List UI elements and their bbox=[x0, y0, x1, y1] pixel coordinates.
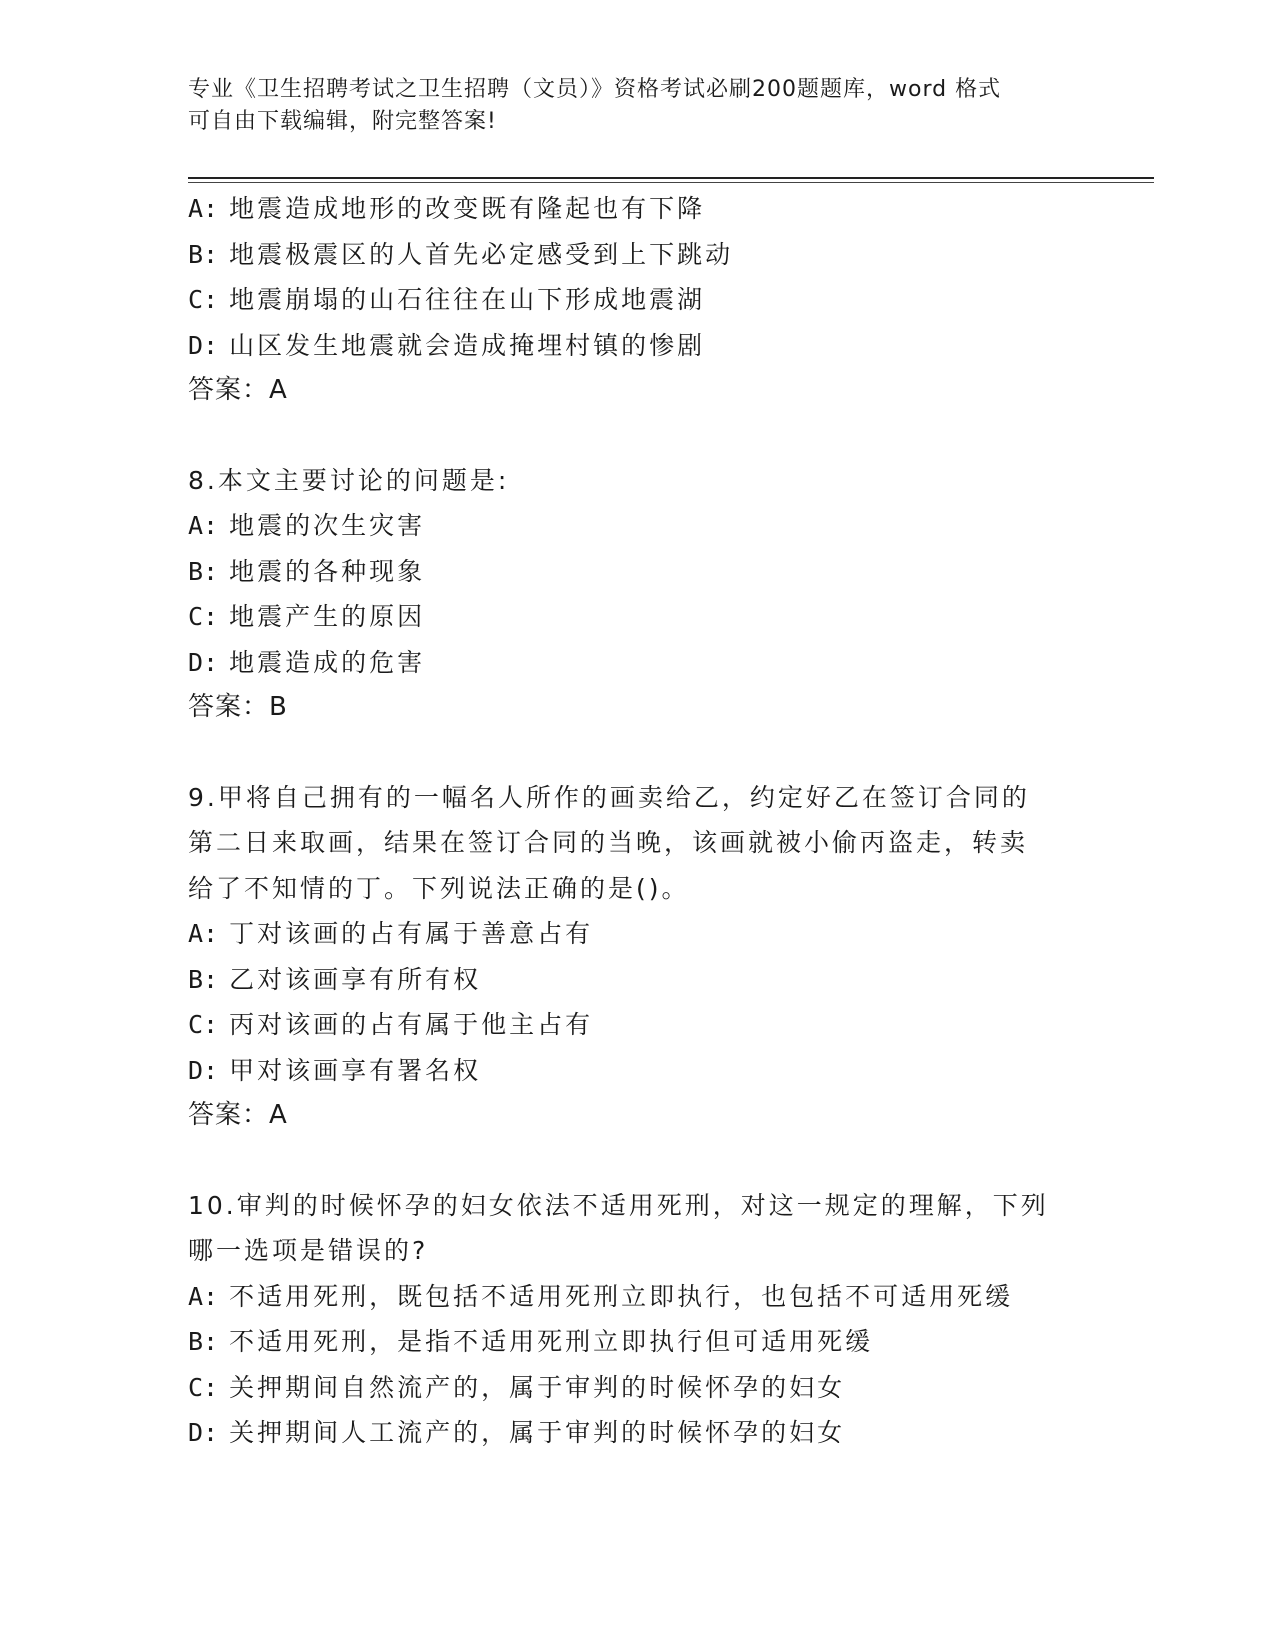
option-text: 地震的次生灾害 bbox=[229, 511, 426, 540]
option-text: 地震造成地形的改变既有隆起也有下降 bbox=[229, 194, 706, 223]
option-text: 地震崩塌的山石往往在山下形成地震湖 bbox=[229, 285, 706, 314]
option-b: B: 乙对该画享有所有权 bbox=[188, 964, 482, 994]
option-a: A: 地震的次生灾害 bbox=[188, 511, 426, 540]
option-text: 不适用死刑，是指不适用死刑立即执行但可适用死缓 bbox=[229, 1327, 874, 1356]
option-text: 丁对该画的占有属于善意占有 bbox=[229, 919, 594, 948]
spacer bbox=[188, 1139, 1088, 1183]
spacer bbox=[188, 414, 1088, 458]
option-text: 乙对该画享有所有权 bbox=[229, 964, 482, 994]
option-a: A: 地震造成地形的改变既有隆起也有下降 bbox=[188, 194, 706, 223]
option-b: B: 不适用死刑，是指不适用死刑立即执行但可适用死缓 bbox=[188, 1327, 874, 1356]
option-text: 丙对该画的占有属于他主占有 bbox=[229, 1010, 594, 1039]
option-c: C: 关押期间自然流产的，属于审判的时候怀孕的妇女 bbox=[188, 1372, 846, 1402]
option-text: 不适用死刑，既包括不适用死刑立即执行，也包括不可适用死缓 bbox=[229, 1281, 1014, 1311]
question-stem-line: 第二日来取画，结果在签订合同的当晚，该画就被小偷丙盗走，转卖 bbox=[188, 828, 1029, 857]
option-text: 关押期间自然流产的，属于审判的时候怀孕的妇女 bbox=[229, 1372, 846, 1402]
option-text: 关押期间人工流产的，属于审判的时候怀孕的妇女 bbox=[229, 1418, 846, 1447]
option-d: D: 山区发生地震就会造成掩埋村镇的惨剧 bbox=[188, 330, 706, 360]
header-line-2: 可自由下载编辑，附完整答案! bbox=[188, 109, 497, 134]
header-line-1: 专业《卫生招聘考试之卫生招聘（文员）》资格考试必刷200题题库，word 格式 bbox=[188, 77, 1002, 102]
option-b: B: 地震极震区的人首先必定感受到上下跳动 bbox=[188, 239, 734, 269]
option-a: A: 不适用死刑，既包括不适用死刑立即执行，也包括不可适用死缓 bbox=[188, 1281, 1014, 1311]
document-header bbox=[188, 74, 1068, 138]
question-10 bbox=[188, 1183, 1088, 1456]
header-rule-thin bbox=[188, 182, 1154, 183]
option-a: A: 丁对该画的占有属于善意占有 bbox=[188, 919, 594, 948]
option-c: C: 地震崩塌的山石往往在山下形成地震湖 bbox=[188, 285, 706, 314]
header-rule-thick bbox=[188, 177, 1154, 179]
option-text: 山区发生地震就会造成掩埋村镇的惨剧 bbox=[229, 330, 706, 360]
question-stem-line: 10.审判的时候怀孕的妇女依法不适用死刑，对这一规定的理解，下列 bbox=[188, 1190, 1049, 1220]
answer-line: 答案：A bbox=[188, 1100, 288, 1130]
question-9 bbox=[188, 775, 1088, 1139]
question-stem-line: 9.甲将自己拥有的一幅名人所作的画卖给乙，约定好乙在签订合同的 bbox=[188, 782, 1030, 812]
spacer bbox=[188, 731, 1088, 775]
question-stem: 8.本文主要讨论的问题是: bbox=[188, 465, 510, 495]
question-8 bbox=[188, 458, 1088, 731]
option-text: 甲对该画享有署名权 bbox=[229, 1055, 482, 1085]
option-c: C: 地震产生的原因 bbox=[188, 602, 426, 631]
option-text: 地震极震区的人首先必定感受到上下跳动 bbox=[229, 239, 734, 269]
option-c: C: 丙对该画的占有属于他主占有 bbox=[188, 1010, 594, 1039]
question-7 bbox=[188, 186, 1088, 414]
answer-line: 答案：B bbox=[188, 692, 288, 722]
option-d: D: 甲对该画享有署名权 bbox=[188, 1055, 482, 1085]
option-b: B: 地震的各种现象 bbox=[188, 556, 426, 586]
question-content bbox=[188, 186, 1088, 1456]
option-text: 地震的各种现象 bbox=[229, 556, 426, 586]
option-d: D: 关押期间人工流产的，属于审判的时候怀孕的妇女 bbox=[188, 1418, 846, 1447]
question-stem-line: 给了不知情的丁。下列说法正确的是()。 bbox=[188, 873, 690, 903]
option-d: D: 地震造成的危害 bbox=[188, 647, 426, 677]
option-text: 地震产生的原因 bbox=[229, 602, 426, 631]
option-text: 地震造成的危害 bbox=[229, 647, 426, 677]
answer-line: 答案：A bbox=[188, 375, 288, 405]
question-stem-line: 哪一选项是错误的? bbox=[188, 1236, 429, 1265]
